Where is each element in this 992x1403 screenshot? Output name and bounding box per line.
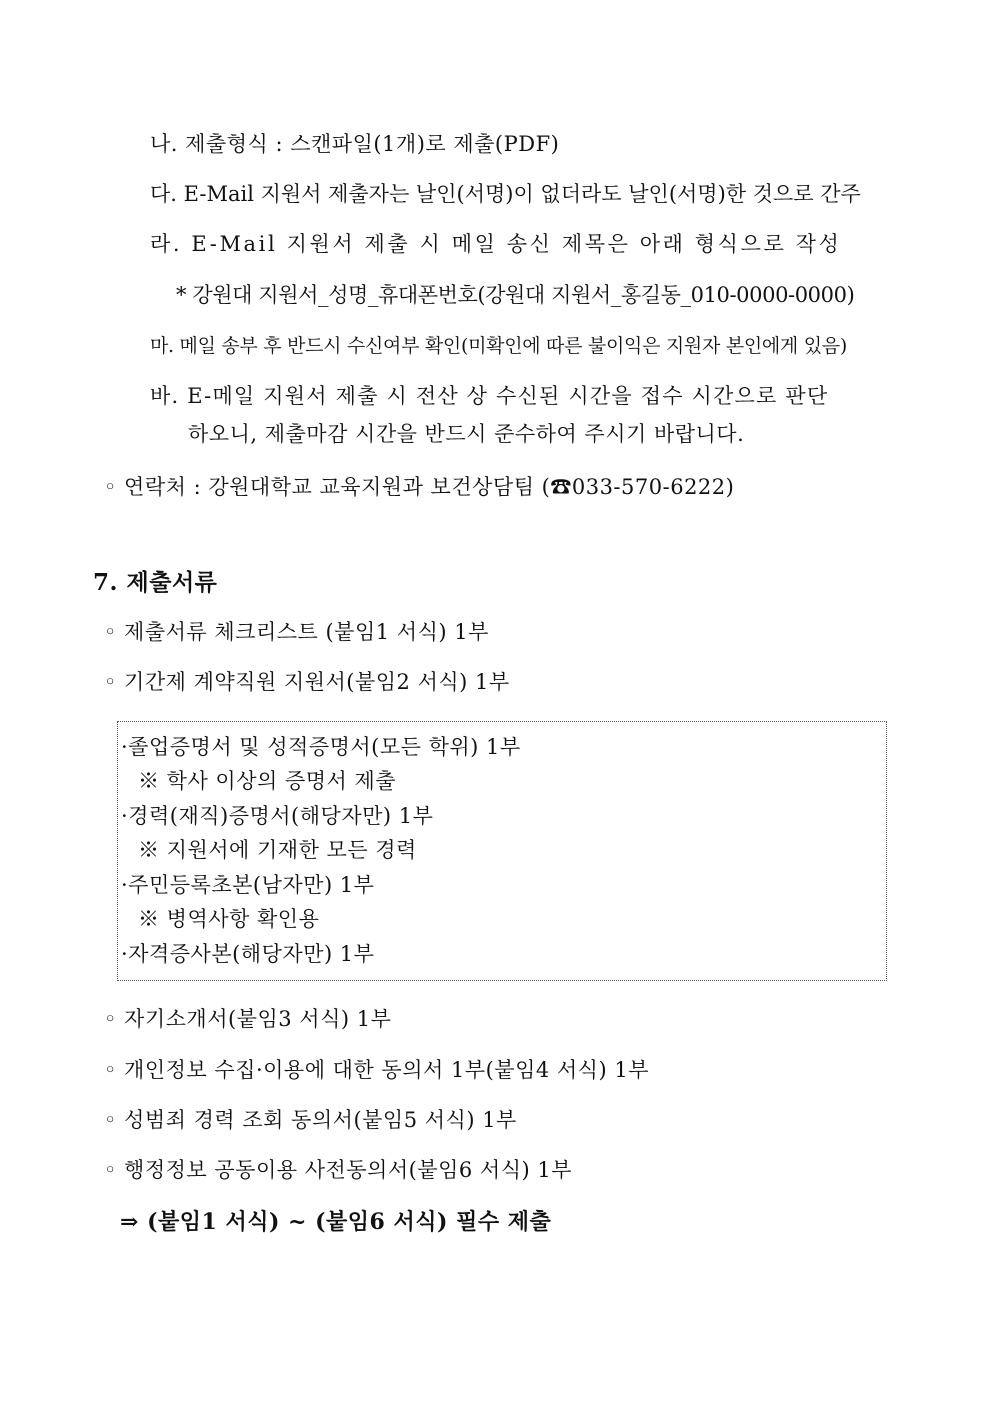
contact-line: ◦ 연락처 : 강원대학교 교육지원과 보건상담팀 (☎033-570-6222) bbox=[104, 475, 735, 499]
doc-item-checklist: ◦ 제출서류 체크리스트 (붙임1 서식) 1부 bbox=[104, 620, 489, 644]
box-item-graduation: ·졸업증명서 및 성적증명서(모든 학위) 1부 bbox=[121, 735, 521, 759]
box-item-license: ·자격증사본(해당자만) 1부 bbox=[121, 942, 375, 966]
box-note-career: ※ 지원서에 기재한 모든 경력 bbox=[138, 838, 417, 862]
doc-item-admin-info-consent: ◦ 행정정보 공동이용 사전동의서(붙임6 서식) 1부 bbox=[104, 1158, 573, 1182]
box-item-resident: ·주민등록초본(남자만) 1부 bbox=[121, 873, 375, 897]
email-subject-example: * 강원대 지원서_성명_휴대폰번호(강원대 지원서_홍길동_010-0000-0000) bbox=[176, 283, 855, 307]
email-signature-note: 다. E-Mail 지원서 제출자는 날인(서명)이 없더라도 날인(서명)한 것으로 간주 bbox=[150, 182, 861, 206]
email-receipt-time-line1: 바. E-메일 지원서 제출 시 전산 상 수신된 시간을 접수 시간으로 판단 bbox=[150, 384, 829, 408]
submission-format-line: 나. 제출형식 : 스캔파일(1개)로 제출(PDF) bbox=[150, 132, 560, 156]
box-note-bachelor: ※ 학사 이상의 증명서 제출 bbox=[138, 769, 397, 793]
attachments-box bbox=[117, 721, 887, 981]
doc-item-privacy-consent: ◦ 개인정보 수집·이용에 대한 동의서 1부(붙임4 서식) 1부 bbox=[104, 1058, 649, 1082]
doc-item-self-intro: ◦ 자기소개서(붙임3 서식) 1부 bbox=[104, 1007, 392, 1031]
required-note: ⇒ (붙임1 서식) ~ (붙임6 서식) 필수 제출 bbox=[120, 1209, 552, 1235]
box-note-military: ※ 병역사항 확인용 bbox=[138, 907, 320, 931]
email-subject-rule: 라. E-Mail 지원서 제출 시 메일 송신 제목은 아래 형식으로 작성 bbox=[150, 232, 842, 256]
doc-item-application: ◦ 기간제 계약직원 지원서(붙임2 서식) 1부 bbox=[104, 670, 510, 694]
section-title: 7. 제출서류 bbox=[93, 569, 218, 596]
email-confirm-note: 마. 메일 송부 후 반드시 수신여부 확인(미확인에 따른 불이익은 지원자 본인에게 있음) bbox=[150, 335, 847, 357]
email-receipt-time-line2: 하오니, 제출마감 시간을 반드시 준수하여 주시기 바랍니다. bbox=[188, 422, 745, 446]
doc-item-sex-crime-check: ◦ 성범죄 경력 조회 동의서(붙임5 서식) 1부 bbox=[104, 1108, 517, 1132]
box-item-career: ·경력(재직)증명서(해당자만) 1부 bbox=[121, 804, 434, 828]
